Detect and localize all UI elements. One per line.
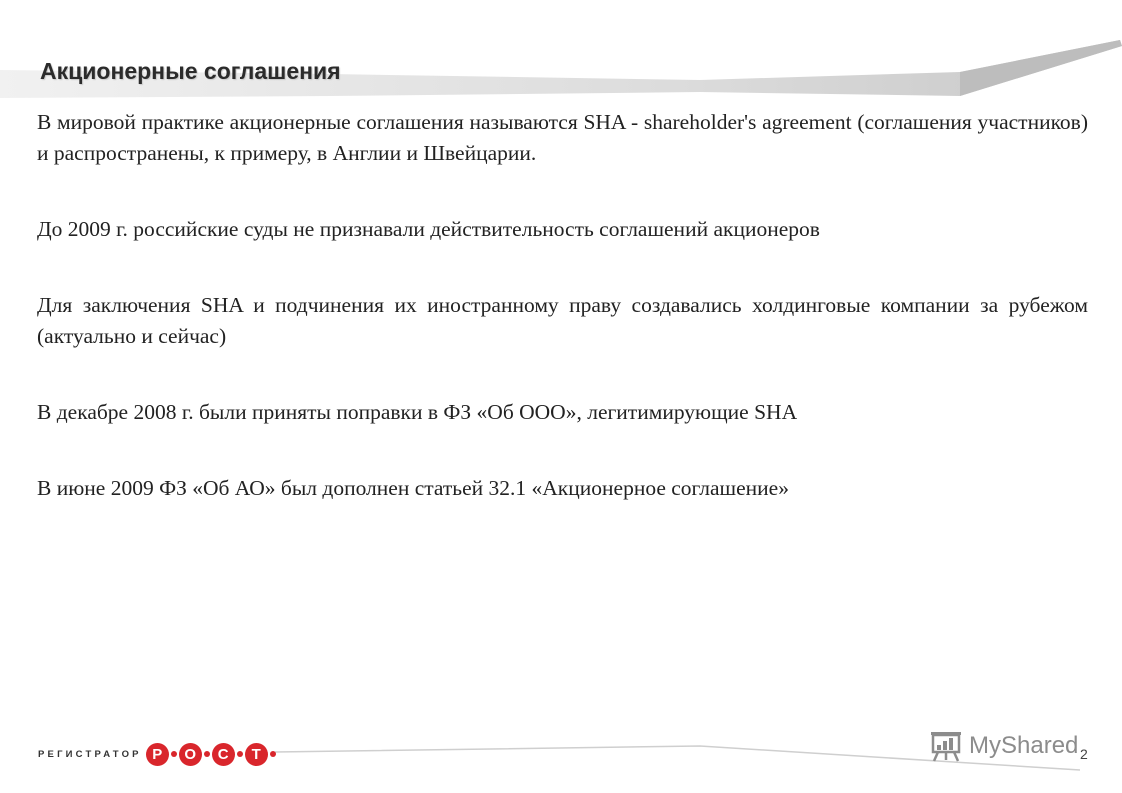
watermark-text: MyShared (969, 732, 1079, 759)
logo-letter: О (179, 743, 202, 766)
logo-letter: Р (146, 743, 169, 766)
logo-dot (204, 751, 210, 757)
presentation-board-icon (928, 730, 964, 762)
paragraph: Для заключения SHA и подчинения их иностранному праву создавались холдинговые компании за рубежом (актуально и сейчас) (37, 293, 1088, 348)
paragraph: До 2009 г. российские суды не признавали действительность соглашений акционеров (37, 217, 820, 241)
logo-letter: С (212, 743, 235, 766)
paragraph: В июне 2009 ФЗ «Об АО» был дополнен статьей 32.1 «Акционерное соглашение» (37, 476, 789, 500)
page-number: 2 (1080, 746, 1088, 762)
slide-title: Акционерные соглашения (40, 58, 341, 84)
logo-dot (237, 751, 243, 757)
watermark (928, 730, 1078, 762)
logo-dot (270, 751, 276, 757)
logo-text: РЕГИСТРАТОР (38, 748, 142, 760)
logo-letters (146, 743, 278, 766)
registrar-rost-logo (38, 740, 278, 768)
logo-dot (171, 751, 177, 757)
paragraph: В декабре 2008 г. были приняты поправки в ФЗ «Об ООО», легитимирующие SHA (37, 400, 798, 424)
paragraph: В мировой практике акционерные соглашения называются SHA - shareholder's agreement (соглашения участников) и распространены, к примеру, в Англии и Швейцарии. (37, 110, 1088, 165)
logo-letter: Т (245, 743, 268, 766)
